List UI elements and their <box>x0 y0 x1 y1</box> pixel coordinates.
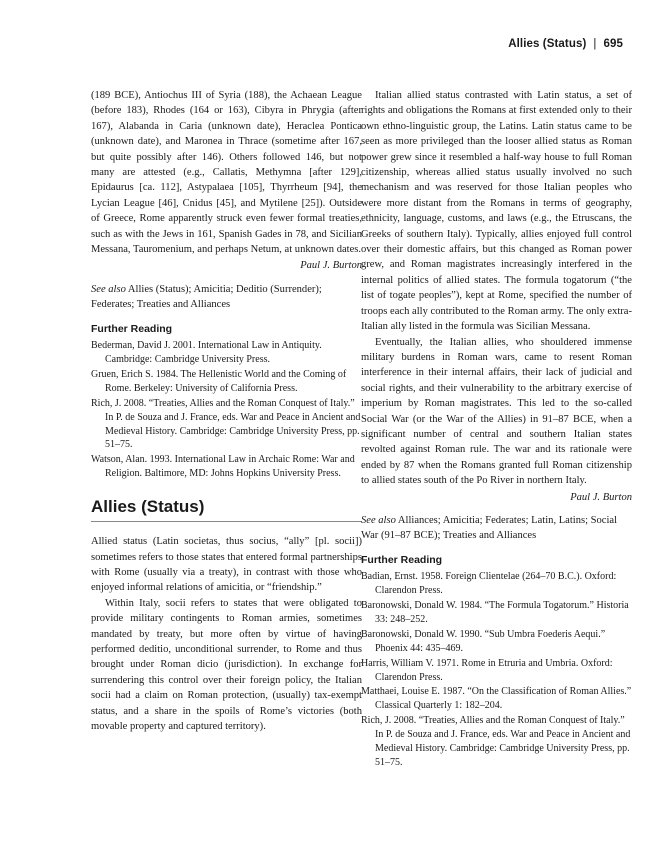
reference-item: Harris, William V. 1971. Rome in Etruria and Umbria. Oxford: Clarendon Press. <box>361 657 613 683</box>
body-paragraph: Italian allied status contrasted with Latin status, a set of rights and obligations the Romans at first extended only to their own ethno-linguistic group, the Latins. Latin status came to be seen as more privileged than the looser allied status as Roman power grew since it resembled a half-way house to full Roman citizenship, whereas allied status usually involved no such mechanism and was reserved for those Italian peoples who were more distant from the Romans in terms of geography, ethnicity, language, customs, and laws (e.g., the Etruscans, the Greeks of southern Italy). Typically, allies enjoyed full control over their domestic affairs, but this changed as Roman power grew, and Roman magistrates increasingly interfered in the internal politics of allied states. The formula togatorum (“the list of togate peoples”), kept at Rome, specified the number of troops each ally contributed to the Roman army. The only extra-Italian ally listed in the formula was Sicilian Messana. <box>361 90 632 333</box>
reference-item: Bederman, David J. 2001. International Law in Antiquity. Cambridge: Cambridge University Press. <box>91 340 322 365</box>
reference-item: Gruen, Erich S. 1984. The Hellenistic World and the Coming of Rome. Berkeley: University of California Press. <box>91 368 347 394</box>
see-also <box>91 282 362 313</box>
see-also <box>361 513 632 544</box>
reference-item: Rich, J. 2008. “Treaties, Allies and the Roman Conquest of Italy.” In P. de Souza and J. France, eds. War and Peace in Ancient and Medieval History. Cambridge: Cambridge University Press, pp. 51–75. <box>91 397 361 451</box>
running-head-title: Allies (Status) <box>508 38 587 50</box>
see-also-links: Allies (Status); Amicitia; Deditio (Surrender); Federates; Treaties and Alliances <box>91 283 322 311</box>
see-also-lead: See also <box>361 514 396 526</box>
entry-paragraph: Allied status (Latin societas, thus socius, “ally” [pl. socii]) sometimes refers to those states that entered formal partnerships with Rome (usually via a treaty), in contrast with those who enjoyed informal relations of amicitia, or “friendship.” <box>91 536 362 594</box>
see-also-links: Alliances; Amicitia; Federates; Latin, Latins; Social War (91–87 BCE); Treaties and Alliances <box>361 514 618 542</box>
reference-item: Rich, J. 2008. “Treaties, Allies and the Roman Conquest of Italy.” In P. de Souza and J. France, eds. War and Peace in Ancient and Medieval History. Cambridge: Cambridge University Press, pp. 51–75. <box>361 715 631 768</box>
body-paragraph: Eventually, the Italian allies, who shouldered immense military burdens in Roman wars, came to resent Roman interference in their internal affairs, their lack of judicial and social rights, and their vulnerability to the arbitrary exercise of imperium by Roman magistrates. This led to the so-called Social War (or the War of the Allies) in 91–87 BCE, when a significant number of central and southern Italian states revolted against Roman rule. The war and its rationale were ended by 87 when the Romans granted full Roman citizenship to allied states south of the Po River in northern Italy. <box>361 336 632 487</box>
entry-paragraph: Within Italy, socii refers to states that were obligated to provide military contingents to Roman armies, sometimes mandated by treaty, but more often by virtue of having performed deditio, unconditional surrender, to Rome and thus brought under Roman dicio (jurisdiction). In exchange for surrendering this control over their foreign policy, the Italian socii had a claim on Roman protection, (usually) tax-exempt status, and a share in the spoils of Rome’s victories (both movable property and captured territory). <box>91 597 362 733</box>
reference-item: Baronowski, Donald W. 1984. “The Formula Togatorum.” Historia 33: 248–252. <box>361 600 629 625</box>
page-number: 695 <box>603 38 623 50</box>
running-head-separator: | <box>593 38 597 50</box>
reference-list <box>91 339 362 481</box>
right-column <box>361 88 632 771</box>
reference-item: Matthaei, Louise E. 1987. “On the Classification of Roman Allies.” Classical Quarterly 1: 182–204. <box>361 686 632 712</box>
reference-list <box>361 570 632 770</box>
author-byline: Paul J. Burton <box>300 260 362 272</box>
see-also-lead: See also <box>91 283 126 295</box>
further-reading-heading: Further Reading <box>361 553 443 566</box>
reference-item: Badian, Ernst. 1958. Foreign Clientelae (264–70 B.C.). Oxford: Clarendon Press. <box>361 571 617 597</box>
author-byline: Paul J. Burton <box>570 491 632 503</box>
running-head <box>508 38 623 50</box>
reference-item: Watson, Alan. 1993. International Law in Archaic Rome: War and Religion. Baltimore, MD: Johns Hopkins University Press. <box>91 454 355 480</box>
reference-item: Baronowski, Donald W. 1990. “Sub Umbra Foederis Aequi.” Phoenix 44: 435–469. <box>361 628 606 654</box>
continuation-paragraph: (189 BCE), Antiochus III of Syria (188), the Achaean League (before 183), Rhodes (164 or 163), Cibyra in Phrygia (after 167), Alabanda in Caria (unknown date), Heraclea Pontica (unknown date), and Maronea in Thrace (sometime after 167, but quite possibly after 146). Others followed 146, but not many are attested (e.g., Callatis, Methymna [after 129], Epidaurus [ca. 112], Astypalaea [105], Thyrrheum [94], the Lycian League [46], Cnidus [45], and Mytilene [25]). Outside of Greece, Rome apparently struck even fewer formal treaties, such as with the Jews in 161, Spanish Gades in 78, and Sicilian Messana, Tauromenium, and perhaps Netum, at unknown dates. <box>91 90 362 256</box>
left-column <box>91 88 362 734</box>
entry-heading: Allies (Status) <box>91 496 362 522</box>
further-reading-heading: Further Reading <box>91 322 173 335</box>
